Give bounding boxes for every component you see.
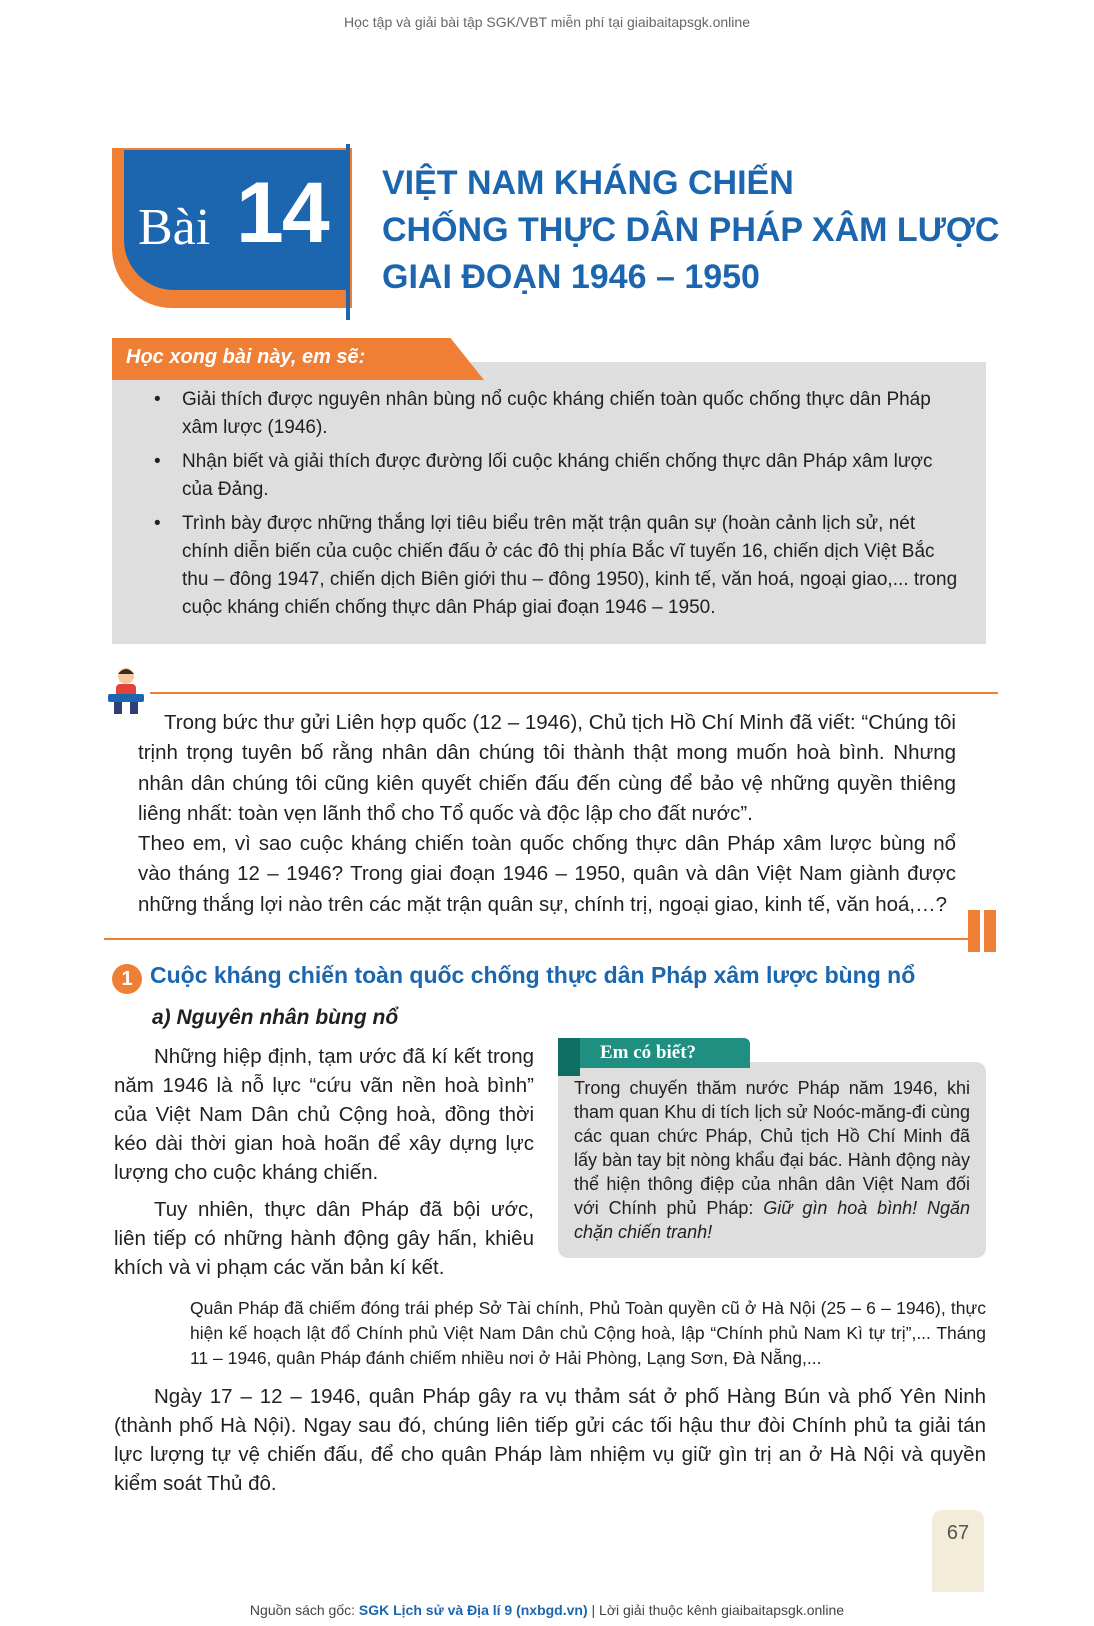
- objective-item: • Trình bày được những thắng lợi tiêu biểu trên mặt trận quân sự (hoàn cảnh lịch sử, nét chính diễn biến của cuộc chiến đấu ở các đô thị phía Bắc vĩ tuyến 16, chiến dịch Việt Bắc thu – đông 1947, chiến dịch Biên giới thu – đông 1950), kinh tế, văn hoá, ngoại giao,... trong cuộc kháng chiến chống thực dân Pháp giai đoạn 1946 – 1950.: [150, 510, 960, 622]
- body-paragraph: Những hiệp định, tạm ước đã kí kết trong năm 1946 là nỗ lực “cứu vãn nền hoà bình” của Việt Nam Dân chủ Cộng hoà, đồng thời kéo dài thời gian hoà hoãn để xây dựng lực lượng cho cuộc kháng chiến.: [114, 1045, 534, 1184]
- footer: [0, 1602, 1094, 1618]
- site-header: Học tập và giải bài tập SGK/VBT miễn phí tại giaibaitapsgk.online: [344, 14, 750, 30]
- badge-divider: [346, 144, 350, 320]
- intro-question: Theo em, vì sao cuộc kháng chiến toàn quốc chống thực dân Pháp xâm lược bùng nổ vào tháng 12 – 1946? Trong giai đoạn 1946 – 1950, quân và dân Việt Nam giành được những thắng lợi nào trên các mặt trận quân sự, chính trị, ngoại giao, kinh tế, văn hoá,…?: [138, 832, 956, 916]
- intro-rule: [150, 692, 998, 694]
- intro-paragraph: Trong bức thư gửi Liên hợp quốc (12 – 1946), Chủ tịch Hồ Chí Minh đã viết: “Chúng tôi trịnh trọng tuyên bố rằng nhân dân chúng tôi thành thật mong muốn hoà bình. Nhưng nhân dân chúng tôi cũng kiên quyết chiến đấu đến cùng để bảo vệ những quyền thiêng liêng nhất: toàn vẹn lãnh thổ cho Tổ quốc và độc lập cho đất nước”.: [138, 711, 956, 825]
- section-title: Cuộc kháng chiến toàn quốc chống thực dân Pháp xâm lược bùng nổ: [150, 962, 916, 988]
- title-line: CHỐNG THỰC DÂN PHÁP XÂM LƯỢC: [382, 211, 1000, 249]
- body-paragraph: Tuy nhiên, thực dân Pháp đã bội ước, liên tiếp có những hành động gây hấn, khiêu khích và vi phạm các văn bản kí kết.: [114, 1198, 534, 1279]
- body-column: [114, 1042, 534, 1290]
- objectives-heading: Học xong bài này, em sẽ:: [126, 346, 366, 368]
- lesson-word: Bài: [138, 199, 211, 256]
- intro-text: [138, 708, 956, 920]
- did-you-know-body: Trong chuyến thăm nước Pháp năm 1946, khi tham quan Khu di tích lịch sử Noóc-măng-đi cùng các quan chức Pháp, Chủ tịch Hồ Chí Minh đã lấy bàn tay bịt nòng khẩu đại bác. Hành động này thể hiện thông điệp của nhân dân Việt Nam đối với Chính phủ Pháp:: [574, 1078, 970, 1218]
- footer-source-link[interactable]: SGK Lịch sử và Địa lí 9 (nxbgd.vn): [358, 1602, 588, 1618]
- divider-bar: [968, 910, 980, 952]
- footer-suffix: | Lời giải thuộc kênh giaibaitapsgk.online: [587, 1602, 845, 1618]
- lesson-number: 14: [236, 165, 328, 261]
- objective-item: • Giải thích được nguyên nhân bùng nổ cuộc kháng chiến toàn quốc chống thực dân Pháp xâm lược (1946).: [150, 386, 960, 442]
- did-you-know-label: Em có biết?: [600, 1042, 697, 1063]
- did-you-know-italic: Giữ gìn hoà bình! Ngăn chặn chiến tranh!: [574, 1198, 970, 1242]
- subsection-title: a) Nguyên nhân bùng nổ: [152, 1006, 399, 1029]
- did-you-know-text: [574, 1076, 970, 1244]
- did-you-know-tab-fold: [558, 1038, 580, 1076]
- section-number: 1: [112, 964, 142, 994]
- title-line: VIỆT NAM KHÁNG CHIẾN: [382, 164, 794, 202]
- section-divider: [104, 938, 972, 940]
- objective-item: • Nhận biết và giải thích được đường lối cuộc kháng chiến chống thực dân Pháp xâm lược của Đảng.: [150, 448, 960, 504]
- divider-bar: [984, 910, 996, 952]
- objectives-list: [150, 386, 960, 628]
- footer-prefix: Nguồn sách gốc:: [249, 1602, 359, 1618]
- page-number: 67: [946, 1522, 970, 1544]
- lesson-title: [382, 160, 1022, 301]
- title-line: GIAI ĐOẠN 1946 – 1950: [382, 258, 760, 296]
- body-paragraph: Ngày 17 – 12 – 1946, quân Pháp gây ra vụ thảm sát ở phố Hàng Bún và phố Yên Ninh (thành phố Hà Nội). Ngay sau đó, chúng liên tiếp gửi các tối hậu thư đòi Chính phủ ta giải tán lực lượng tự vệ chiến đấu, để cho quân Pháp làm nhiệm vụ giữ gìn trị an ở Hà Nội và quyền kiểm soát Thủ đô.: [114, 1385, 986, 1495]
- source-excerpt: Quân Pháp đã chiếm đóng trái phép Sở Tài chính, Phủ Toàn quyền cũ ở Hà Nội (25 – 6 – 1946), thực hiện kế hoạch lật đổ Chính phủ Việt Nam Dân chủ Cộng hoà, lập “Chính phủ Nam Kì tự trị”,... Tháng 11 – 1946, quân Pháp đánh chiếm nhiều nơi ở Hải Phòng, Lạng Sơn, Đà Nẵng,...: [190, 1298, 986, 1368]
